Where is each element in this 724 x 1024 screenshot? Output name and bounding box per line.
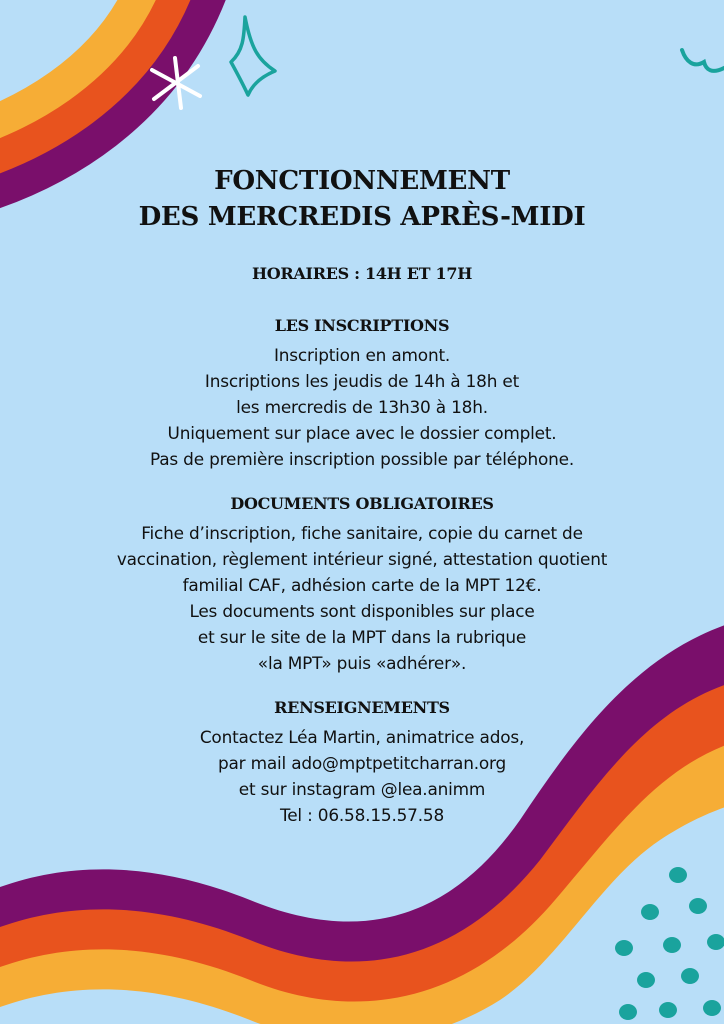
inscriptions-text [0,342,724,472]
inscriptions-line: Inscriptions les jeudis de 14h à 18h et [204,371,520,391]
horaires-heading: HORAIRES : 14H ET 17H [251,264,473,283]
renseignements-heading: RENSEIGNEMENTS [274,698,450,717]
documents-text [0,520,724,676]
email-address: par mail ado@mptpetitcharran.org [217,753,507,773]
documents-line: Les documents sont disponibles sur place [189,601,535,621]
title-line-2: DES MERCREDIS APRÈS-MIDI [138,201,586,232]
documents-line: et sur le site de la MPT dans la rubrique [197,627,527,647]
inscriptions-heading: LES INSCRIPTIONS [274,316,450,335]
documents-heading: DOCUMENTS OBLIGATOIRES [230,494,494,513]
page-title [0,163,724,235]
inscriptions-line: Uniquement sur place avec le dossier complet. [167,423,557,443]
title-line-1: FONCTIONNEMENT [214,165,510,196]
instagram-handle: et sur instagram @lea.animm [238,779,486,799]
inscriptions-line: Pas de première inscription possible par téléphone. [150,449,574,469]
sparkle-star-icon [231,17,275,95]
squiggle-icon [682,50,724,71]
renseignements-text [0,724,724,828]
documents-line: familial CAF, adhésion carte de la MPT 12€. [182,575,542,595]
documents-line: Fiche d’inscription, fiche sanitaire, copie du carnet de [141,523,583,543]
inscriptions-line: les mercredis de 13h30 à 18h. [236,397,488,417]
documents-line: vaccination, règlement intérieur signé, attestation quotient [116,549,608,569]
phone-number: Tel : 06.58.15.57.58 [279,805,445,825]
inscriptions-line: Inscription en amont. [273,345,451,365]
contact-line: Contactez Léa Martin, animatrice ados, [199,727,525,747]
documents-line: «la MPT» puis «adhérer». [257,653,467,673]
